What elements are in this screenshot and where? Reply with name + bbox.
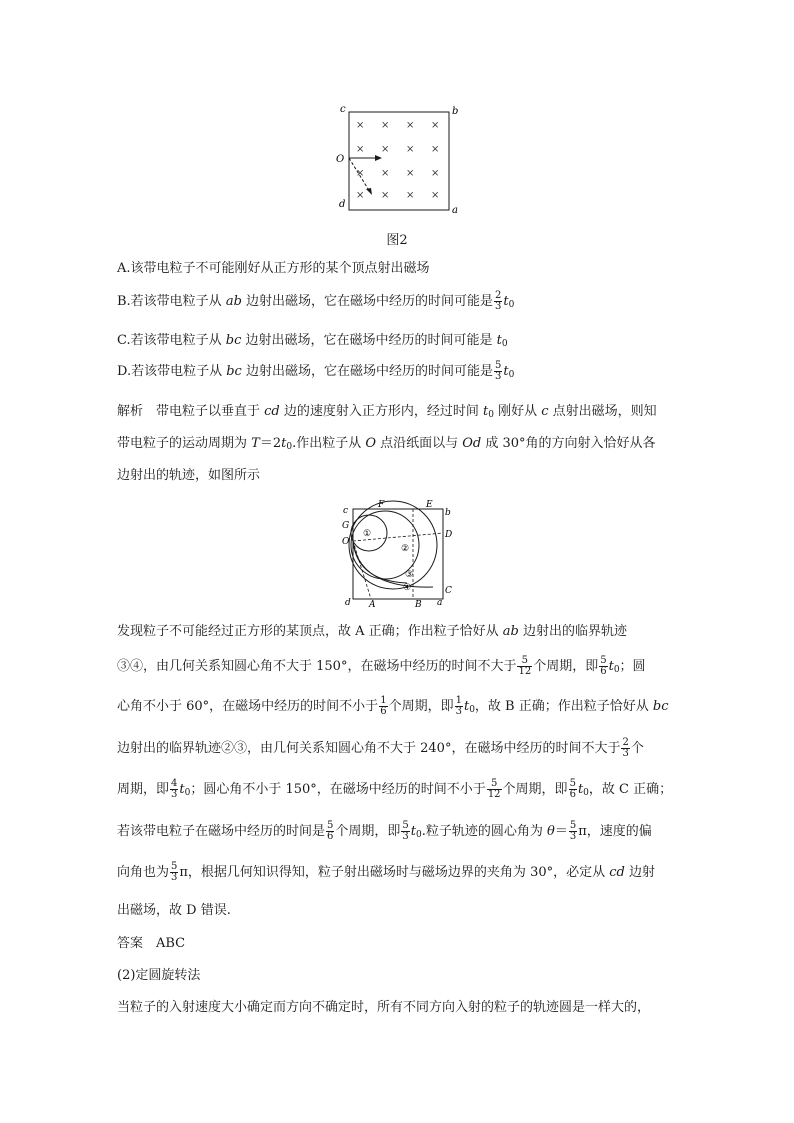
figure-trajectories <box>337 497 457 613</box>
label-a: a <box>452 205 458 216</box>
dashed-arrow-head <box>366 188 372 195</box>
analysis-line-7: 边射出的临界轨迹②③，由几何关系知圆心角不大于 240°，在磁场中经历的时间不大于 $\frac{2}{3}$ 个 <box>117 737 644 759</box>
label-b2: b <box>445 508 451 518</box>
body-last-line: 当粒子的入射速度大小确定而方向不确定时，所有不同方向入射的粒子的轨迹圆是一样大的， <box>117 1000 651 1015</box>
option-c: C.若该带电粒子从 bc 边射出磁场，它在磁场中经历的时间可能是 $t_0$ <box>117 333 508 349</box>
option-b: B.若该带电粒子从 ab 边射出磁场，它在磁场中经历的时间可能是 $\frac{2}{3}$ $t_0$ <box>117 290 515 312</box>
option-d: D.若该带电粒子从 bc 边射出磁场，它在磁场中经历的时间可能是 $\frac{5}{3}$ $t_0$ <box>117 360 515 382</box>
circle-label-4: ④ <box>403 583 412 593</box>
label-c: c <box>340 104 346 115</box>
field-mark: × <box>406 168 415 179</box>
field-mark: × <box>356 168 365 179</box>
field-mark: × <box>381 190 390 201</box>
circle-label-2: ② <box>401 544 410 554</box>
circle-label-1: ① <box>363 529 372 539</box>
label-c2: c <box>343 506 349 516</box>
label-d2: d <box>345 598 351 608</box>
field-mark: × <box>406 144 415 155</box>
field-mark: × <box>431 168 440 179</box>
figure-square-field <box>330 100 470 218</box>
label-a2: a <box>437 598 443 608</box>
analysis-line-1: 解析 带电粒子以垂直于 cd 边的速度射入正方形内，经过时间 $t_0$ 刚好从 c 点射出磁场，则知 <box>117 404 657 420</box>
label-o: O <box>336 154 345 165</box>
field-mark: × <box>356 120 365 131</box>
arrow-head <box>375 155 382 161</box>
label-C: C <box>445 586 452 596</box>
analysis-line-11: 出磁场，故 D 错误. <box>117 903 231 918</box>
label-G: G <box>342 521 350 531</box>
field-mark: × <box>381 144 390 155</box>
field-mark: × <box>381 120 390 131</box>
field-mark: × <box>406 190 415 201</box>
field-mark: × <box>431 120 440 131</box>
answer-line: 答案 ABC <box>117 936 186 951</box>
label-B: B <box>415 600 422 610</box>
label-A: A <box>369 600 376 610</box>
option-a: A.该带电粒子不可能刚好从正方形的某个顶点射出磁场 <box>117 261 430 276</box>
label-F: F <box>378 500 385 510</box>
analysis-line-6: 心角不小于 60°，在磁场中经历的时间不小于 $\frac{1}{6}$ 个周期，即 $\frac{1}{3}$ $t_0$，故 B 正确；作出粒子恰好从 bc <box>117 695 669 717</box>
field-mark: × <box>431 190 440 201</box>
figure-caption: 图2 <box>386 233 408 248</box>
analysis-line-10: 向角也为 $\frac{5}{3}$ π，根据几何知识得知，粒子射出磁场时与磁场边界的夹角为 30°，必定从 cd 边射 <box>117 861 655 883</box>
analysis-line-4: 发现粒子不可能经过正方形的某顶点，故 A 正确；作出粒子恰好从 ab 边射出的临界轨迹 <box>117 624 628 639</box>
field-mark: × <box>356 144 365 155</box>
analysis-line-3: 边射出的轨迹，如图所示 <box>117 468 261 483</box>
method-heading: (2)定圆旋转法 <box>117 968 201 983</box>
field-mark: × <box>406 120 415 131</box>
field-mark: × <box>431 144 440 155</box>
analysis-line-8: 周期，即 $\frac{4}{3}$ $t_0$；圆心角不小于 150°，在磁场中经历的时间不小于 $\frac{5}{12}$ 个周期，即 $\frac{5}{6}$ $t_0$，故 C 正确； <box>117 778 673 800</box>
label-O2: O <box>342 537 350 547</box>
circle-label-3: ③ <box>405 570 414 580</box>
label-d: d <box>339 199 346 210</box>
trajectory-circle-large <box>349 501 437 589</box>
field-mark: × <box>356 190 365 201</box>
field-mark: × <box>381 168 390 179</box>
analysis-line-2: 带电粒子的运动周期为 $T=2t_0$.作出粒子从 O 点沿纸面以与 Od 成 30°角的方向射入恰好从各 <box>117 436 656 452</box>
analysis-line-5: ③④，由几何关系知圆心角不大于 150°，在磁场中经历的时间不大于 $\frac{5}{12}$ 个周期，即 $\frac{5}{6}$ $t_0$；圆 <box>117 655 646 677</box>
label-b: b <box>452 106 459 117</box>
label-D: D <box>445 530 453 540</box>
analysis-line-9: 若该带电粒子在磁场中经历的时间是 $\frac{5}{6}$ 个周期，即 $\frac{5}{3}$ $t_0$.粒子轨迹的圆心角为 θ＝ $\frac{5}{3}$ π，速度的偏 <box>117 820 652 842</box>
label-E: E <box>426 500 433 510</box>
